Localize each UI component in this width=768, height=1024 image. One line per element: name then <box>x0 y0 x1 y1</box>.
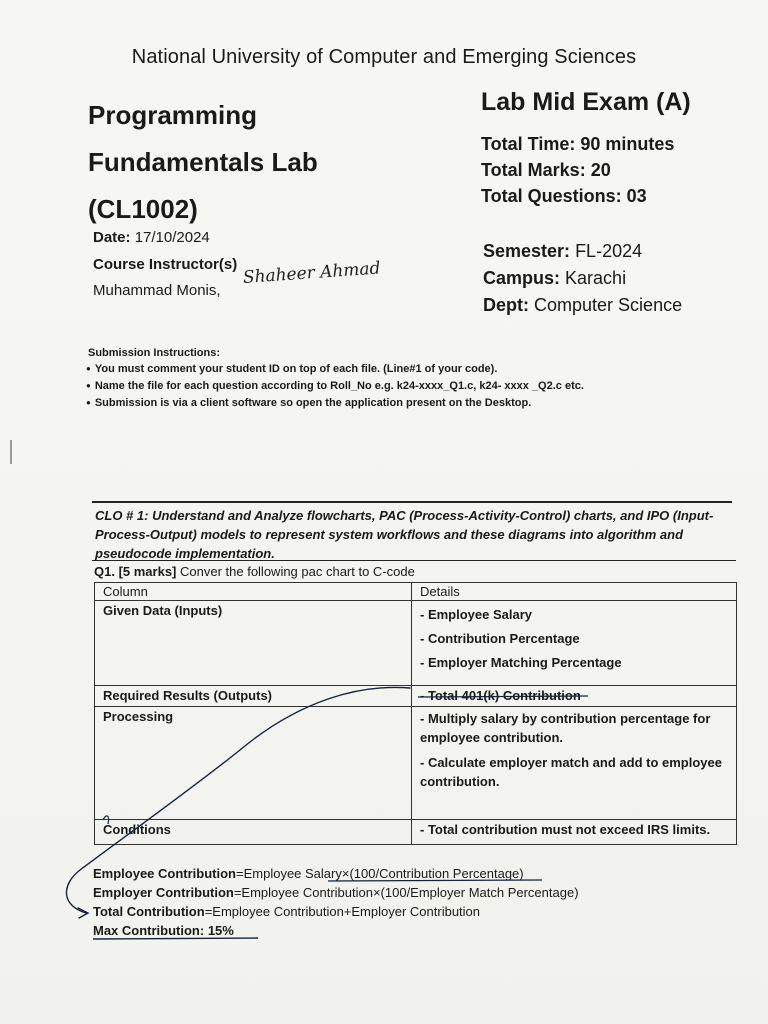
formula-expression: =Employee Salary×(100/Contribution Percentage) <box>236 866 524 881</box>
instructor-handwritten-name: Shaheer Ahmad <box>242 258 382 288</box>
formula-key: Total Contribution <box>93 904 205 919</box>
formula-line <box>93 902 579 921</box>
pac-chart-table <box>94 582 737 845</box>
row-label: Conditions <box>95 820 412 845</box>
formula-line <box>93 864 579 883</box>
submission-item: ● Submission is via a client software so open the application present on the Desktop. <box>86 395 584 412</box>
total-marks: Total Marks: 20 <box>481 160 611 180</box>
scan-edge-mark <box>10 440 12 464</box>
submission-item: ● Name the file for each question according to Roll_No e.g. k24-xxxx_Q1.c, k24- xxxx _Q2.c etc. <box>86 378 584 395</box>
column-header: Column <box>95 583 412 601</box>
dept-value: Computer Science <box>534 295 683 315</box>
formula-expression: =Employee Contribution+Employer Contribution <box>204 904 481 919</box>
semester-info <box>483 238 682 319</box>
table-header-row <box>95 583 737 601</box>
formula-key: Employee Contribution <box>93 866 236 881</box>
row-label: Processing <box>95 707 412 820</box>
table-row <box>95 601 737 686</box>
table-row <box>95 820 737 845</box>
detail-item: - Multiply salary by contribution percentage for employee contribution. <box>420 711 711 745</box>
formula-expression: =Employee Contribution×(100/Employer Match Percentage) <box>233 885 579 900</box>
dept-label: Dept: <box>483 295 529 315</box>
dept-row <box>483 292 682 319</box>
formula-line <box>93 921 579 940</box>
instructor-label: Course Instructor(s) <box>93 256 238 273</box>
row-label: Required Results (Outputs) <box>95 686 412 707</box>
university-title: National University of Computer and Emerging Sciences <box>131 46 637 68</box>
table-row <box>95 707 737 820</box>
exam-title: Lab Mid Exam (A) <box>481 88 691 116</box>
formula-line <box>93 883 579 902</box>
detail-item: - Calculate employer match and add to employee contribution. <box>420 755 722 789</box>
row-details <box>412 601 737 686</box>
detail-item: - Employer Matching Percentage <box>420 655 622 670</box>
row-details <box>412 820 737 845</box>
formula-key: Max Contribution: 15% <box>93 923 234 938</box>
row-details <box>412 707 737 820</box>
instructor-name: Muhammad Monis, <box>93 282 221 299</box>
submission-list <box>86 361 584 412</box>
date-value: 17/10/2024 <box>134 229 210 246</box>
table-row <box>95 686 737 707</box>
question-number: Q1. [5 marks] <box>94 564 177 579</box>
pen-arrow-head <box>78 908 88 918</box>
clo-statement: CLO # 1: Understand and Analyze flowcharts, PAC (Process-Activity-Control) charts, and IPO (Input-Process-Output) models to represent system workflows and these diagrams into algorithm and pseudocode implementation. <box>95 508 714 561</box>
total-time: Total Time: 90 minutes <box>481 134 675 154</box>
campus-label: Campus: <box>483 268 561 288</box>
campus-row <box>483 265 682 292</box>
date-label: Date: <box>93 229 131 246</box>
campus-value: Karachi <box>565 268 627 288</box>
semester-label: Semester: <box>483 241 571 261</box>
detail-item: - Total contribution must not exceed IRS limits. <box>420 822 711 837</box>
detail-item: - Contribution Percentage <box>420 631 580 646</box>
exam-date <box>93 229 210 246</box>
exam-meta <box>481 131 674 209</box>
row-label: Given Data (Inputs) <box>95 601 412 686</box>
section-rule <box>92 501 732 503</box>
total-questions: Total Questions: 03 <box>481 186 647 206</box>
column-header: Details <box>412 583 737 601</box>
course-code: (CL1002) <box>88 194 198 224</box>
detail-item: - Employee Salary <box>420 607 532 622</box>
course-title-line: Fundamentals Lab <box>88 147 318 177</box>
question-title <box>94 564 415 579</box>
detail-item: - Total 401(k) Contribution <box>420 688 581 703</box>
semester-row <box>483 238 682 265</box>
question-prompt: Conver the following pac chart to C-code <box>180 564 415 579</box>
formula-key: Employer Contribution <box>93 885 234 900</box>
submission-heading: Submission Instructions: <box>88 347 221 359</box>
formula-list <box>93 864 579 940</box>
course-title <box>88 92 408 233</box>
row-details <box>412 686 737 707</box>
submission-item: ● You must comment your student ID on top of each file. (Line#1 of your code). <box>86 361 584 378</box>
section-rule <box>92 560 736 561</box>
course-title-line: Programming <box>88 100 258 130</box>
semester-value: FL-2024 <box>575 241 643 261</box>
